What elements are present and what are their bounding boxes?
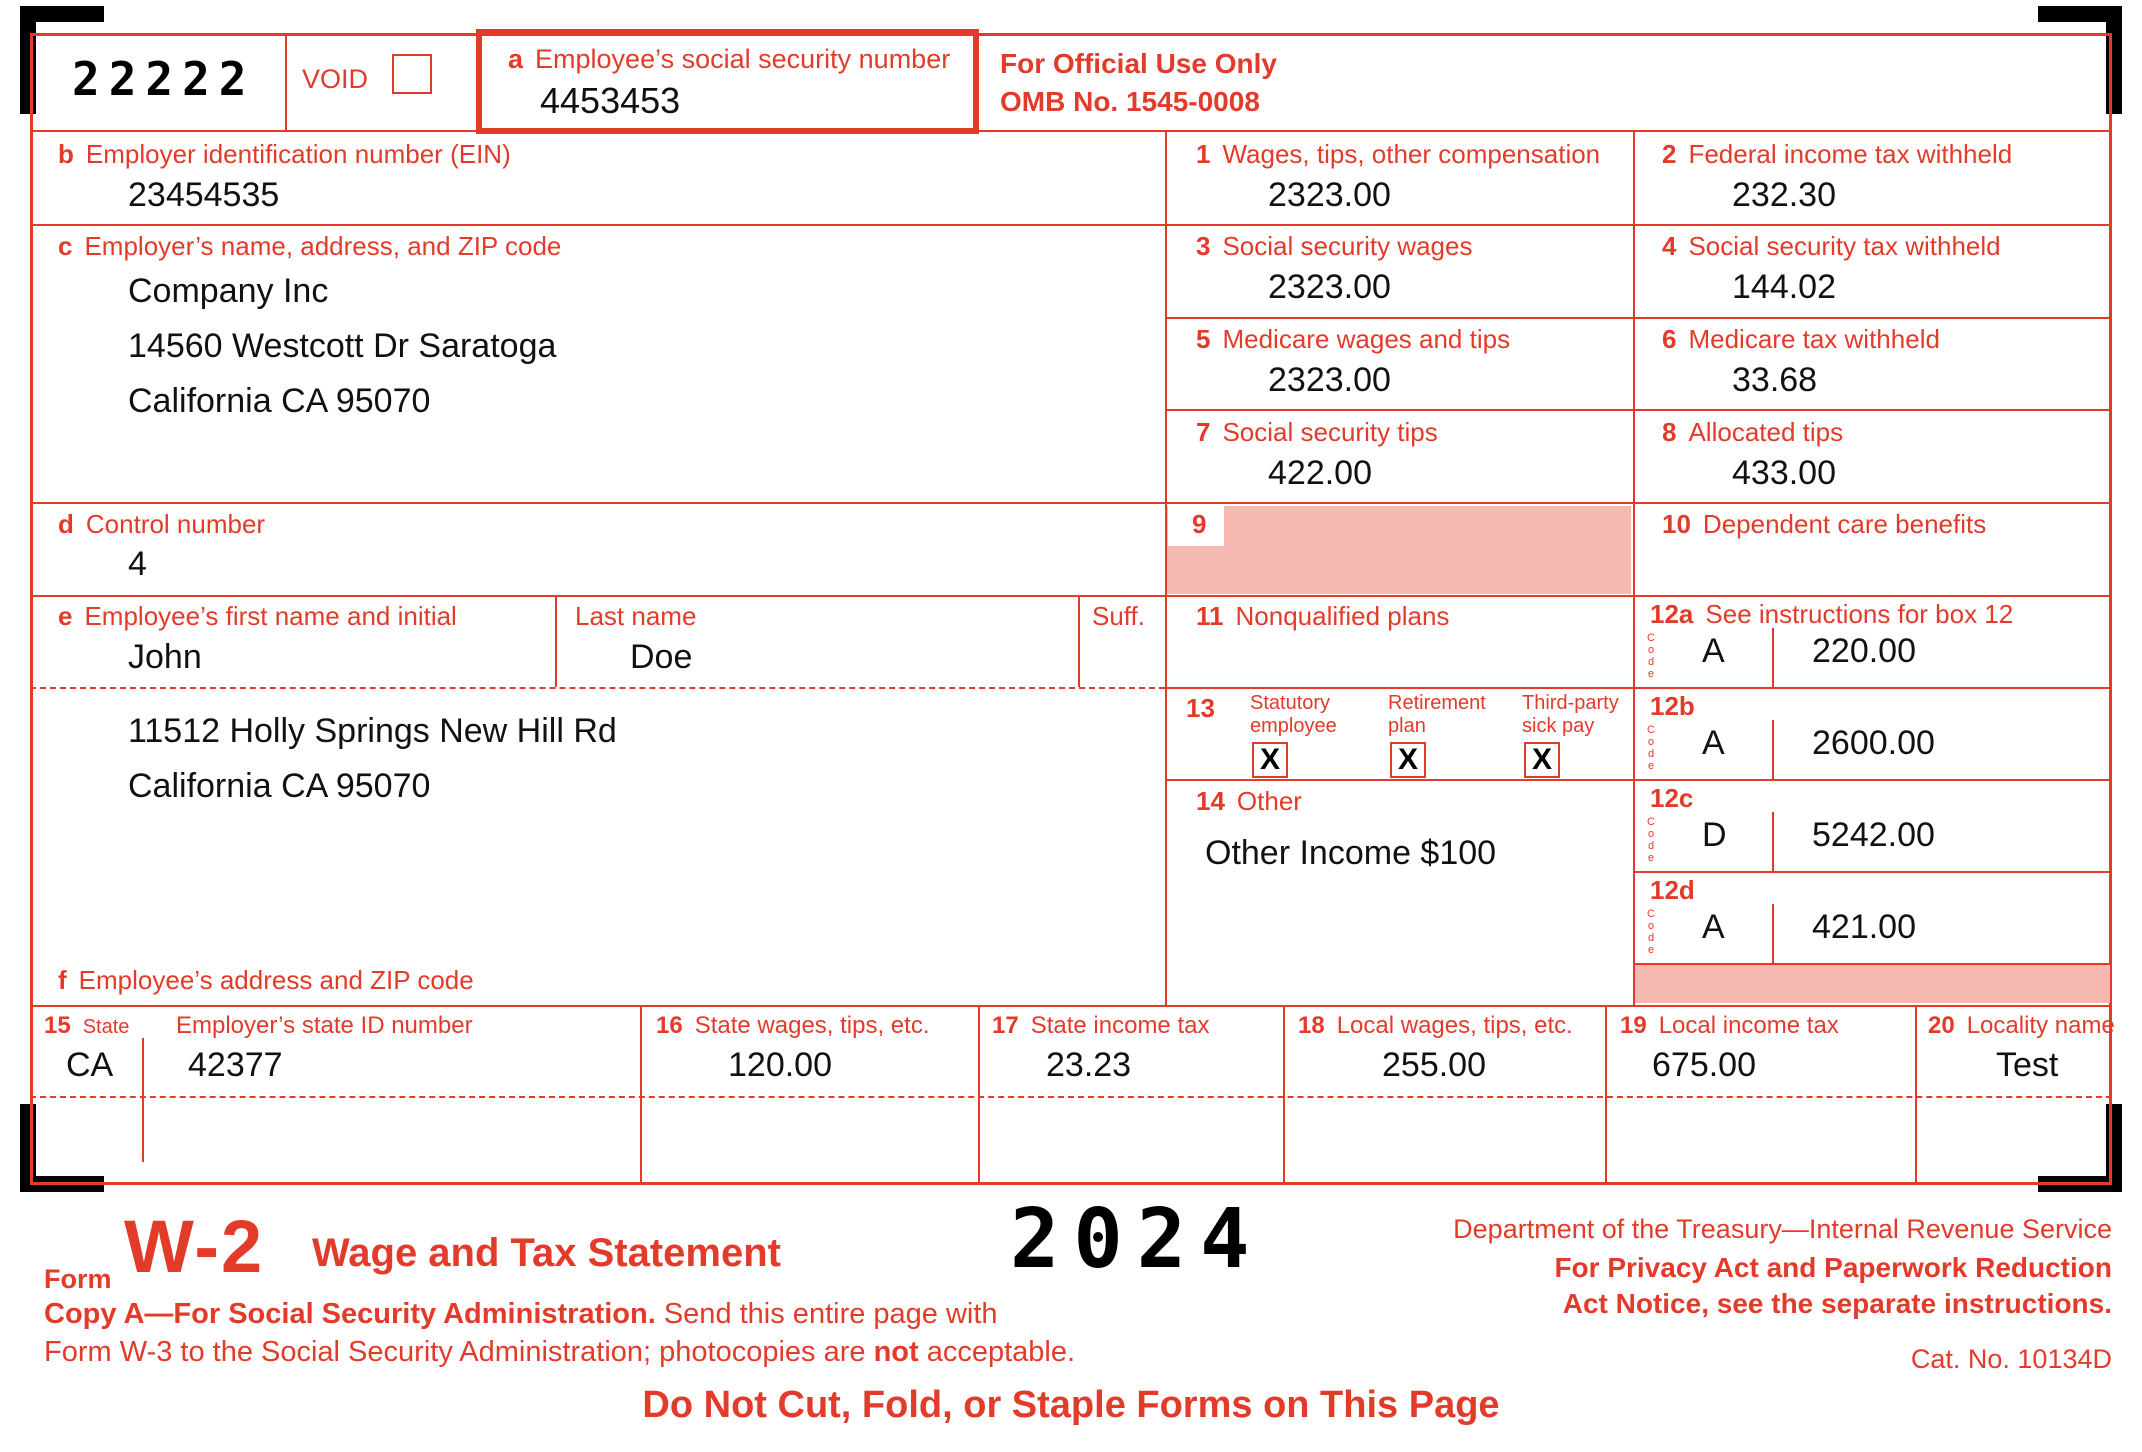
grid-line xyxy=(1633,871,2112,873)
box-15-number: 15 xyxy=(44,1012,71,1039)
grid-line xyxy=(1165,130,1167,1005)
box-3-label xyxy=(1196,232,1472,262)
box-20-value: Test xyxy=(1996,1046,2059,1084)
box-18-label-text: Local wages, tips, etc. xyxy=(1336,1012,1573,1039)
grid-line xyxy=(1165,317,2112,319)
box-b-label-text: Employer identification number (EIN) xyxy=(85,139,511,169)
code-amount-divider xyxy=(1772,904,1774,963)
form-control-code: 22222 xyxy=(72,52,256,106)
third-party-sick-pay-label xyxy=(1522,692,1619,738)
box-12b-number: 12b xyxy=(1650,691,1695,721)
box-15-label-text: State xyxy=(82,1016,130,1038)
box-d-label-text: Control number xyxy=(85,509,266,539)
box-18-value: 255.00 xyxy=(1382,1046,1486,1084)
box-f-label xyxy=(58,966,474,996)
box-17-number: 17 xyxy=(992,1012,1019,1039)
employer-name: Company Inc xyxy=(128,272,329,310)
employee-first-name: John xyxy=(128,638,202,676)
last-name-label: Last name xyxy=(575,601,697,631)
box-b-label xyxy=(58,140,511,170)
box-19-label xyxy=(1620,1012,1839,1040)
box-a-letter: a xyxy=(508,44,524,74)
box-9-label xyxy=(1192,510,1218,540)
grid-line xyxy=(1633,963,2112,965)
box-16-number: 16 xyxy=(656,1012,683,1039)
box-12d-label xyxy=(1650,876,1707,906)
copy-a-line2-not: not xyxy=(873,1336,919,1368)
box-10-label-text: Dependent care benefits xyxy=(1702,509,1987,539)
grid-line xyxy=(30,502,2112,504)
box-17-label-text: State income tax xyxy=(1030,1012,1210,1039)
box-1-number: 1 xyxy=(1196,139,1211,169)
box-12a-code: A xyxy=(1702,632,1725,670)
code-amount-divider xyxy=(1772,812,1774,871)
statutory-employee-label-line1: Statutory xyxy=(1250,692,1331,714)
box-19-number: 19 xyxy=(1620,1012,1647,1039)
box-16-label-text: State wages, tips, etc. xyxy=(694,1012,930,1039)
box-6-label-text: Medicare tax withheld xyxy=(1688,324,1940,354)
employer-address-line2: California CA 95070 xyxy=(128,382,431,420)
grid-line-dashed xyxy=(30,1096,2112,1098)
form-title: Wage and Tax Statement xyxy=(312,1231,781,1275)
copy-a-line1 xyxy=(44,1298,998,1331)
box-7-label-text: Social security tips xyxy=(1222,417,1438,447)
ein-value: 23454535 xyxy=(128,176,280,214)
box-12b-label xyxy=(1650,692,1707,722)
box-1-label xyxy=(1196,140,1600,170)
form-word: Form xyxy=(44,1264,112,1294)
grid-line xyxy=(640,1005,642,1185)
box-8-label-text: Allocated tips xyxy=(1688,417,1844,447)
employee-address-line2: California CA 95070 xyxy=(128,767,431,805)
box-10-number: 10 xyxy=(1662,509,1691,539)
copy-a-line2 xyxy=(44,1336,1075,1369)
box-16-label xyxy=(656,1012,930,1040)
grid-line xyxy=(1165,779,2112,781)
box-4-label-text: Social security tax withheld xyxy=(1688,231,2001,261)
grid-line xyxy=(1165,409,2112,411)
box-18-number: 18 xyxy=(1298,1012,1325,1039)
box-2-value: 232.30 xyxy=(1732,176,1836,214)
department-line: Department of the Treasury—Internal Revenue Service xyxy=(1453,1214,2112,1244)
tax-year: 2024 xyxy=(1010,1192,1264,1287)
box-1-label-text: Wages, tips, other compensation xyxy=(1222,139,1601,169)
grid-line xyxy=(1633,130,1635,1005)
grid-line xyxy=(1078,595,1080,687)
box-12a-label xyxy=(1650,600,2013,630)
box-12a-value: 220.00 xyxy=(1812,632,1916,670)
employer-address-line1: 14560 Westcott Dr Saratoga xyxy=(128,327,557,365)
box-12d-code: A xyxy=(1702,908,1725,946)
box-6-label xyxy=(1662,325,1940,355)
box-12d-value: 421.00 xyxy=(1812,908,1916,946)
box-3-label-text: Social security wages xyxy=(1222,231,1473,261)
void-label: VOID xyxy=(302,64,369,94)
box-14-label xyxy=(1196,787,1302,817)
retirement-plan-label xyxy=(1388,692,1486,738)
grid-line xyxy=(285,33,287,130)
grid-line xyxy=(1165,687,2112,689)
box-12c-number: 12c xyxy=(1650,783,1694,813)
grid-line xyxy=(1283,1005,1285,1185)
retirement-plan-label-line2: plan xyxy=(1388,715,1426,737)
retirement-plan-label-line1: Retirement xyxy=(1388,692,1486,714)
box-20-number: 20 xyxy=(1928,1012,1955,1039)
box-10-label xyxy=(1662,510,1986,540)
statutory-employee-checkbox[interactable]: X xyxy=(1252,742,1288,778)
grid-line xyxy=(978,1005,980,1185)
box-12a-code-label: Code xyxy=(1645,632,1657,680)
box-12a-label-text: See instructions for box 12 xyxy=(1705,599,2014,629)
box-c-letter: c xyxy=(58,231,73,261)
employee-last-name: Doe xyxy=(630,638,693,676)
box-12c-value: 5242.00 xyxy=(1812,816,1935,854)
box-c-label xyxy=(58,232,561,262)
box-14-number: 14 xyxy=(1196,786,1225,816)
box-4-label xyxy=(1662,232,2001,262)
box-a-label-text: Employee’s social security number xyxy=(535,44,951,74)
box-1-value: 2323.00 xyxy=(1268,176,1391,214)
grid-line xyxy=(142,1038,144,1162)
privacy-notice-line1: For Privacy Act and Paperwork Reduction xyxy=(1554,1252,2112,1283)
copy-a-line2-post: acceptable. xyxy=(918,1336,1076,1368)
box-8-number: 8 xyxy=(1662,417,1677,447)
box-6-value: 33.68 xyxy=(1732,361,1818,399)
box-12b-value: 2600.00 xyxy=(1812,724,1935,762)
control-number-value: 4 xyxy=(128,545,147,583)
box-2-number: 2 xyxy=(1662,139,1677,169)
statutory-employee-label-line2: employee xyxy=(1250,715,1337,737)
grid-line xyxy=(30,130,2112,132)
box-12b-code: A xyxy=(1702,724,1725,762)
box-14-value: Other Income $100 xyxy=(1205,834,1497,872)
grid-line xyxy=(30,1005,2112,1007)
catalog-number: Cat. No. 10134D xyxy=(1910,1344,2112,1374)
ssn-value: 4453453 xyxy=(540,80,681,121)
grid-line-dashed xyxy=(30,687,1165,689)
box-12b-code-label: Code xyxy=(1645,724,1657,772)
box-e-label xyxy=(58,602,457,632)
box-6-number: 6 xyxy=(1662,324,1677,354)
box-9-number: 9 xyxy=(1192,509,1207,539)
privacy-notice-line2: Act Notice, see the separate instructions. xyxy=(1562,1288,2112,1319)
third-party-sick-pay-label-line2: sick pay xyxy=(1522,715,1595,737)
box-7-number: 7 xyxy=(1196,417,1211,447)
box-13-number: 13 xyxy=(1186,693,1215,723)
box-20-label xyxy=(1928,1012,2115,1040)
box-7-value: 422.00 xyxy=(1268,454,1372,492)
box-20-label-text: Locality name xyxy=(1966,1012,2115,1039)
box-d-letter: d xyxy=(58,509,74,539)
box-14-label-text: Other xyxy=(1236,786,1302,816)
box-15-label xyxy=(44,1012,129,1040)
state-id-value: 42377 xyxy=(188,1046,283,1084)
box-a-label xyxy=(508,44,950,75)
box-3-value: 2323.00 xyxy=(1268,268,1391,306)
box-7-label xyxy=(1196,418,1438,448)
box-12-shaded-strip xyxy=(1635,965,2110,1003)
copy-a-rest-text: Send this entire page with xyxy=(655,1298,998,1330)
copy-a-bold-text: Copy A—For Social Security Administration. xyxy=(44,1298,656,1330)
box-5-label xyxy=(1196,325,1510,355)
box-2-label xyxy=(1662,140,2012,170)
copy-a-line2-pre: Form W-3 to the Social Security Administration; photocopies are xyxy=(44,1336,874,1368)
box-19-value: 675.00 xyxy=(1652,1046,1756,1084)
box-9-shaded-area xyxy=(1167,506,1631,594)
box-e-label-text: Employee’s first name and initial xyxy=(84,601,457,631)
void-checkbox[interactable] xyxy=(392,54,432,94)
statutory-employee-label xyxy=(1250,692,1337,738)
grid-line xyxy=(30,595,2112,597)
box-16-value: 120.00 xyxy=(728,1046,832,1084)
box-17-label xyxy=(992,1012,1209,1040)
box-f-label-text: Employee’s address and ZIP code xyxy=(78,965,474,995)
box-15-state-value: CA xyxy=(66,1046,114,1084)
box-8-label xyxy=(1662,418,1843,448)
box-5-label-text: Medicare wages and tips xyxy=(1222,324,1511,354)
box-12c-code: D xyxy=(1702,816,1727,854)
official-use-label: For Official Use Only xyxy=(1000,48,1277,79)
box-c-label-text: Employer’s name, address, and ZIP code xyxy=(84,231,562,261)
grid-line xyxy=(1915,1005,1917,1185)
box-2-label-text: Federal income tax withheld xyxy=(1688,139,2013,169)
box-11-label xyxy=(1196,602,1449,632)
box-5-number: 5 xyxy=(1196,324,1211,354)
retirement-plan-checkbox[interactable]: X xyxy=(1390,742,1426,778)
box-d-label xyxy=(58,510,265,540)
box-5-value: 2323.00 xyxy=(1268,361,1391,399)
box-f-letter: f xyxy=(58,965,67,995)
box-12a-number: 12a xyxy=(1650,599,1694,629)
box-19-label-text: Local income tax xyxy=(1658,1012,1839,1039)
box-3-number: 3 xyxy=(1196,231,1211,261)
code-amount-divider xyxy=(1772,720,1774,779)
box-b-letter: b xyxy=(58,139,74,169)
box-e-letter: e xyxy=(58,601,73,631)
box-12d-code-label: Code xyxy=(1645,908,1657,956)
grid-line xyxy=(1605,1005,1607,1185)
form-number: W-2 xyxy=(124,1205,265,1288)
box-8-value: 433.00 xyxy=(1732,454,1836,492)
box-11-label-text: Nonqualified plans xyxy=(1235,601,1450,631)
do-not-cut-warning: Do Not Cut, Fold, or Staple Forms on This Page xyxy=(642,1384,1500,1426)
box-4-value: 144.02 xyxy=(1732,268,1836,306)
box-12c-label xyxy=(1650,784,1705,814)
box-18-label xyxy=(1298,1012,1573,1040)
suffix-label: Suff. xyxy=(1092,601,1146,631)
box-4-number: 4 xyxy=(1662,231,1677,261)
employee-address-line1: 11512 Holly Springs New Hill Rd xyxy=(128,712,617,750)
box-17-value: 23.23 xyxy=(1046,1046,1132,1084)
box-12d-number: 12d xyxy=(1650,875,1695,905)
box-11-number: 11 xyxy=(1196,601,1224,631)
third-party-sick-pay-checkbox[interactable]: X xyxy=(1524,742,1560,778)
grid-line xyxy=(555,595,557,687)
box-13-label xyxy=(1186,694,1227,724)
omb-number: OMB No. 1545-0008 xyxy=(1000,86,1260,117)
code-amount-divider xyxy=(1772,628,1774,687)
box-12c-code-label: Code xyxy=(1645,816,1657,864)
grid-line xyxy=(30,224,2112,226)
state-id-label: Employer’s state ID number xyxy=(176,1012,473,1039)
third-party-sick-pay-label-line1: Third-party xyxy=(1522,692,1619,714)
